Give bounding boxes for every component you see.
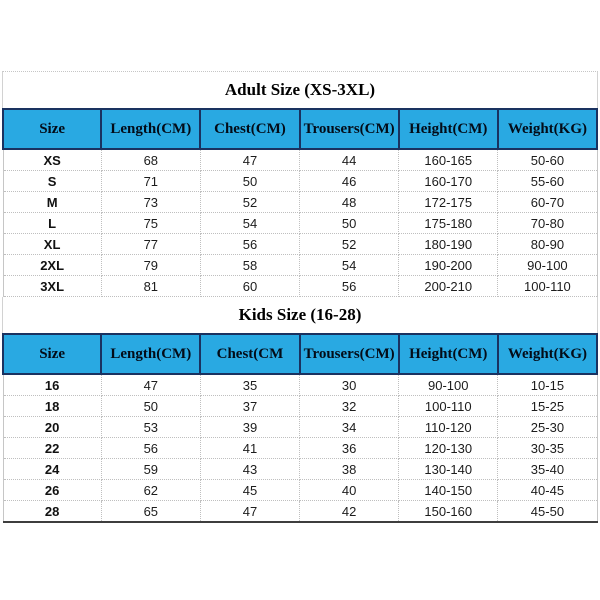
header-cell: Length(CM) <box>101 334 200 374</box>
value-cell: 43 <box>200 459 299 480</box>
kids-size-title: Kids Size (16-28) <box>2 297 598 333</box>
value-cell: 10-15 <box>498 374 597 396</box>
value-cell: 150-160 <box>399 501 498 523</box>
table-row <box>3 171 597 192</box>
value-cell: 50 <box>101 396 200 417</box>
value-cell: 73 <box>101 192 200 213</box>
size-cell: XS <box>3 149 101 171</box>
table-row <box>3 276 597 297</box>
value-cell: 90-100 <box>498 255 597 276</box>
value-cell: 75 <box>101 213 200 234</box>
adult-size-section <box>2 71 598 297</box>
value-cell: 42 <box>300 501 399 523</box>
value-cell: 46 <box>300 171 399 192</box>
header-cell: Trousers(CM) <box>300 109 399 149</box>
value-cell: 32 <box>300 396 399 417</box>
value-cell: 54 <box>300 255 399 276</box>
table-row <box>3 192 597 213</box>
value-cell: 80-90 <box>498 234 597 255</box>
value-cell: 54 <box>200 213 299 234</box>
header-cell: Weight(KG) <box>498 109 597 149</box>
size-cell: 26 <box>3 480 101 501</box>
value-cell: 160-165 <box>399 149 498 171</box>
value-cell: 68 <box>101 149 200 171</box>
value-cell: 56 <box>200 234 299 255</box>
value-cell: 175-180 <box>399 213 498 234</box>
value-cell: 55-60 <box>498 171 597 192</box>
header-cell: Chest(CM <box>200 334 299 374</box>
value-cell: 180-190 <box>399 234 498 255</box>
table-row <box>3 480 597 501</box>
value-cell: 36 <box>300 438 399 459</box>
table-row <box>3 374 597 396</box>
header-cell: Chest(CM) <box>200 109 299 149</box>
value-cell: 79 <box>101 255 200 276</box>
value-cell: 35 <box>200 374 299 396</box>
table-row <box>3 459 597 480</box>
size-chart <box>2 71 598 523</box>
adult-size-title: Adult Size (XS-3XL) <box>2 71 598 108</box>
value-cell: 110-120 <box>399 417 498 438</box>
value-cell: 45 <box>200 480 299 501</box>
value-cell: 140-150 <box>399 480 498 501</box>
table-row <box>3 149 597 171</box>
value-cell: 35-40 <box>498 459 597 480</box>
size-cell: S <box>3 171 101 192</box>
value-cell: 59 <box>101 459 200 480</box>
table-row <box>3 255 597 276</box>
table-row <box>3 234 597 255</box>
size-cell: 28 <box>3 501 101 523</box>
value-cell: 81 <box>101 276 200 297</box>
size-cell: 3XL <box>3 276 101 297</box>
value-cell: 37 <box>200 396 299 417</box>
size-cell: 18 <box>3 396 101 417</box>
value-cell: 30-35 <box>498 438 597 459</box>
header-cell: Trousers(CM) <box>300 334 399 374</box>
value-cell: 45-50 <box>498 501 597 523</box>
value-cell: 52 <box>300 234 399 255</box>
kids-size-section <box>2 297 598 523</box>
size-cell: M <box>3 192 101 213</box>
value-cell: 65 <box>101 501 200 523</box>
size-cell: 24 <box>3 459 101 480</box>
value-cell: 38 <box>300 459 399 480</box>
value-cell: 40 <box>300 480 399 501</box>
value-cell: 56 <box>101 438 200 459</box>
table-row <box>3 396 597 417</box>
value-cell: 130-140 <box>399 459 498 480</box>
value-cell: 62 <box>101 480 200 501</box>
value-cell: 200-210 <box>399 276 498 297</box>
value-cell: 44 <box>300 149 399 171</box>
table-row <box>3 213 597 234</box>
header-cell: Length(CM) <box>101 109 200 149</box>
value-cell: 100-110 <box>498 276 597 297</box>
size-cell: XL <box>3 234 101 255</box>
size-cell: 20 <box>3 417 101 438</box>
header-cell: Size <box>3 334 101 374</box>
kids-size-table <box>2 333 598 523</box>
size-cell: L <box>3 213 101 234</box>
value-cell: 15-25 <box>498 396 597 417</box>
header-row <box>3 334 597 374</box>
table-row <box>3 417 597 438</box>
table-row <box>3 438 597 459</box>
header-cell: Height(CM) <box>399 334 498 374</box>
value-cell: 25-30 <box>498 417 597 438</box>
value-cell: 39 <box>200 417 299 438</box>
value-cell: 70-80 <box>498 213 597 234</box>
value-cell: 41 <box>200 438 299 459</box>
value-cell: 50 <box>300 213 399 234</box>
value-cell: 60-70 <box>498 192 597 213</box>
value-cell: 90-100 <box>399 374 498 396</box>
value-cell: 47 <box>200 149 299 171</box>
value-cell: 47 <box>101 374 200 396</box>
value-cell: 172-175 <box>399 192 498 213</box>
size-cell: 22 <box>3 438 101 459</box>
value-cell: 53 <box>101 417 200 438</box>
value-cell: 50 <box>200 171 299 192</box>
table-row <box>3 501 597 523</box>
value-cell: 34 <box>300 417 399 438</box>
value-cell: 56 <box>300 276 399 297</box>
value-cell: 60 <box>200 276 299 297</box>
value-cell: 77 <box>101 234 200 255</box>
size-cell: 2XL <box>3 255 101 276</box>
adult-size-table <box>2 108 598 297</box>
value-cell: 50-60 <box>498 149 597 171</box>
value-cell: 52 <box>200 192 299 213</box>
header-row <box>3 109 597 149</box>
header-cell: Size <box>3 109 101 149</box>
size-cell: 16 <box>3 374 101 396</box>
header-cell: Height(CM) <box>399 109 498 149</box>
header-cell: Weight(KG) <box>498 334 597 374</box>
value-cell: 71 <box>101 171 200 192</box>
value-cell: 47 <box>200 501 299 523</box>
value-cell: 100-110 <box>399 396 498 417</box>
value-cell: 48 <box>300 192 399 213</box>
value-cell: 190-200 <box>399 255 498 276</box>
value-cell: 30 <box>300 374 399 396</box>
value-cell: 58 <box>200 255 299 276</box>
value-cell: 40-45 <box>498 480 597 501</box>
value-cell: 160-170 <box>399 171 498 192</box>
value-cell: 120-130 <box>399 438 498 459</box>
